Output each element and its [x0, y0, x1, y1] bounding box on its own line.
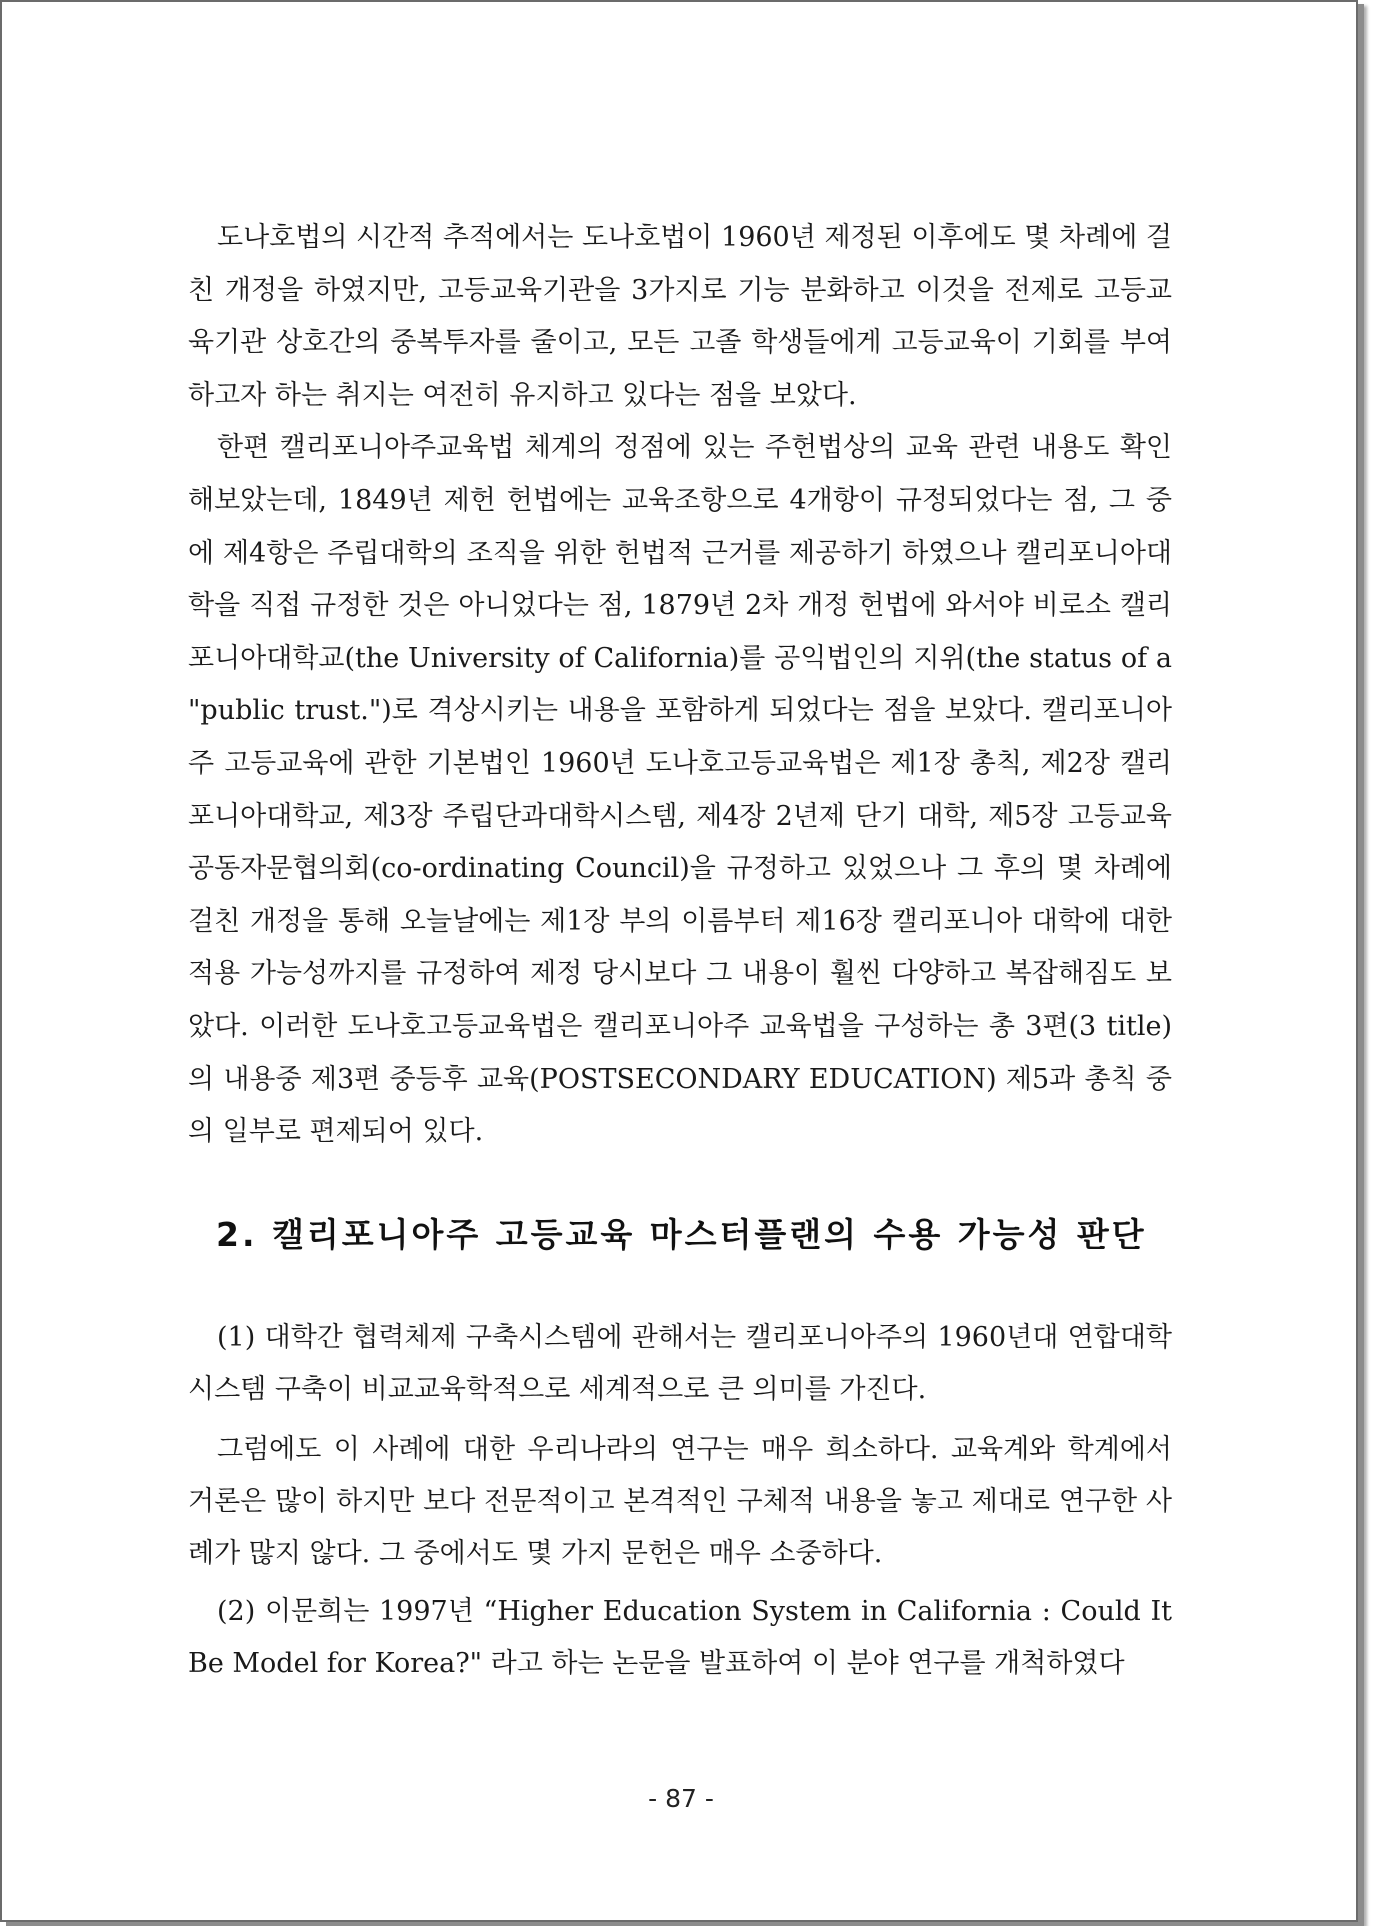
subsection-text — [188, 1312, 1172, 1690]
paragraph-lee-moonhee: (2) 이문희는 1997년 “Higher Education System in California : Could It Be Model for Korea?" 라고 하는 논문을 발표하여 이 분야 연구를 개척하였다 — [188, 1596, 1172, 1679]
paragraph-donahoe-law-summary: 도나호법의 시간적 추적에서는 도나호법이 1960년 제정된 이후에도 몇 차례에 걸친 개정을 하였지만, 고등교육기관을 3가지로 기능 분화하고 이것을 전제로 고등교육기관 상호간의 중복투자를 줄이고, 모든 고졸 학생들에게 고등교육이 기회를 부여하고자 하는 취지는 여전히 유지하고 있다는 점을 보았다. — [188, 222, 1172, 411]
page-number: - 87 - — [648, 1784, 714, 1813]
paragraph-constitution-review: 한편 캘리포니아주교육법 체계의 정점에 있는 주헌법상의 교육 관련 내용도 확인해보았는데, 1849년 제헌 헌법에는 교육조항으로 4개항이 규정되었다는 점, 그 중에 제4항은 주립대학의 조직을 위한 헌법적 근거를 제공하기 하였으나 캘리포니아대학을 직접 규정한 것은 아니었다는 점, 1879년 2차 개정 헌법에 와서야 비로소 캘리포니아대학교(the University of California)를 공익법인의 지위(the status of a "public trust.")로 격상시키는 내용을 포함하게 되었다는 점을 보았다. 캘리포니아주 고등교육에 관한 기본법인 1960년 도나호고등교육법은 제1장 총칙, 제2장 캘리포니아대학교, 제3장 주립단과대학시스템, 제4장 2년제 단기 대학, 제5장 고등교육공동자문협의회(co-ordinating Council)을 규정하고 있었으나 그 후의 몇 차례에 걸친 개정을 통해 오늘날에는 제1장 부의 이름부터 제16장 캘리포니아 대학에 대한 적용 가능성까지를 규정하여 제정 당시보다 그 내용이 훨씬 다양하고 복잡해짐도 보았다. 이러한 도나호고등교육법은 캘리포니아주 교육법을 구성하는 총 3편(3 title)의 내용중 제3편 중등후 교육(POSTSECONDARY EDUCATION) 제5과 총칙 중의 일부로 편제되어 있다. — [188, 432, 1172, 1148]
paragraph-cooperation-system: (1) 대학간 협력체제 구축시스템에 관해서는 캘리포니아주의 1960년대 연합대학시스템 구축이 비교교육학적으로 세계적으로 큰 의미를 가진다. — [188, 1322, 1172, 1405]
section-heading: 2. 캘리포니아주 고등교육 마스터플랜의 수용 가능성 판단 — [216, 1215, 1147, 1254]
body-text — [188, 212, 1172, 1159]
paragraph-research-scarcity: 그럼에도 이 사례에 대한 우리나라의 연구는 매우 희소하다. 교육계와 학계에서 거론은 많이 하지만 보다 전문적이고 본격적인 구체적 내용을 놓고 제대로 연구한 사례가 많지 않다. 그 중에서도 몇 가지 문헌은 매우 소중하다. — [188, 1434, 1172, 1569]
